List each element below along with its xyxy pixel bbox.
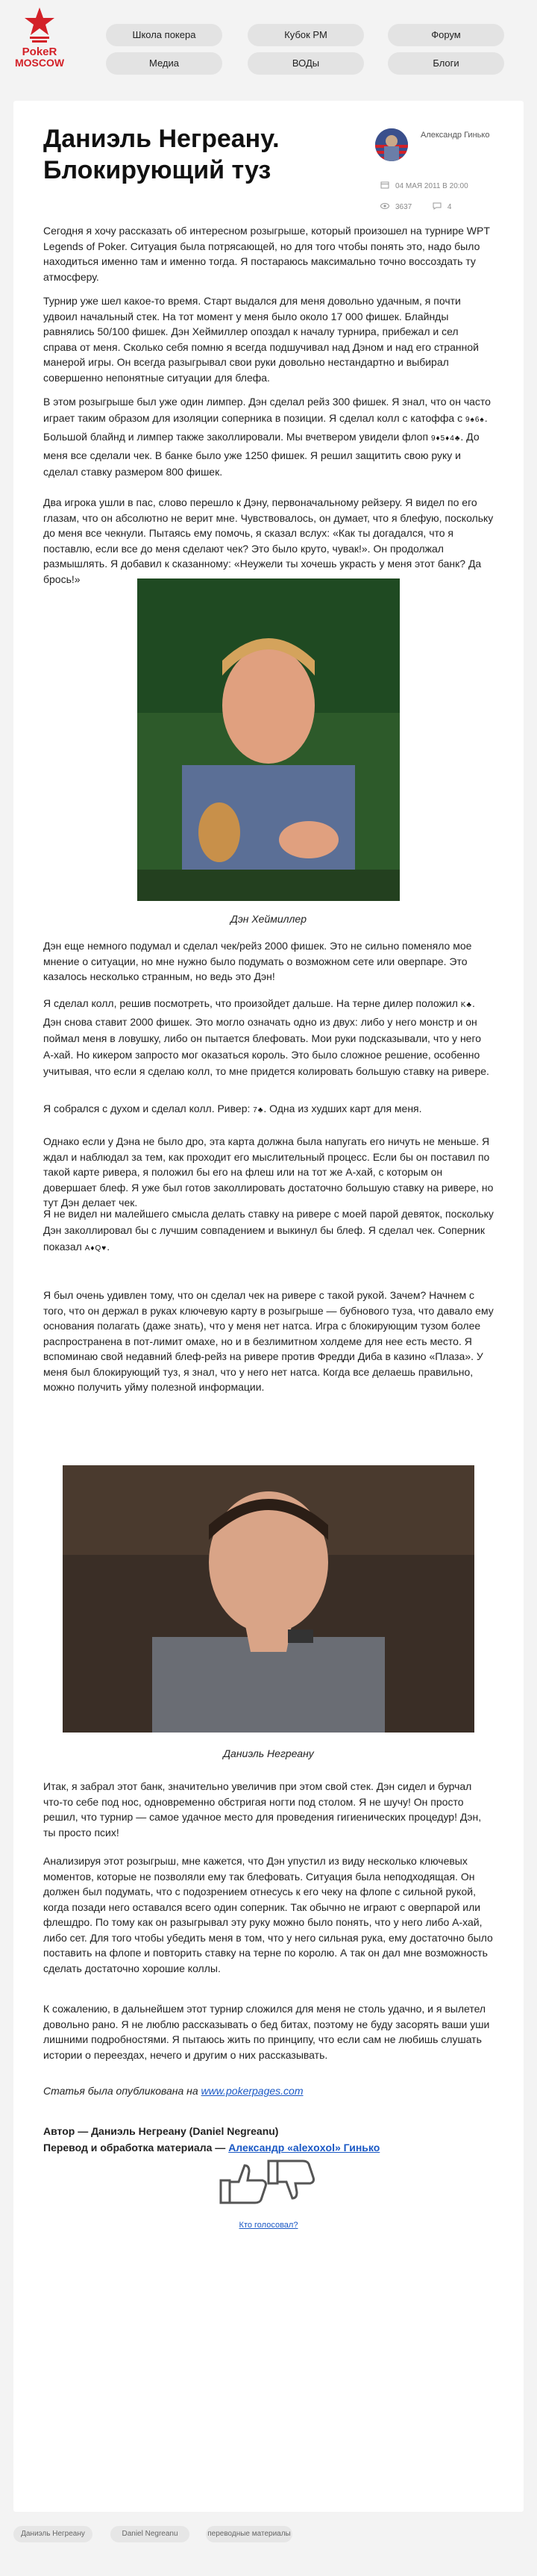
- thumbs-up-icon[interactable]: [221, 2165, 266, 2203]
- paragraph-text: Я сделал колл, решив посмотреть, что произойдет дальше. На терне дилер положил: [43, 997, 458, 1009]
- source-prefix: Статья была опубликована на: [43, 2085, 198, 2097]
- cards-flop: 9♦5♦4♣: [430, 434, 461, 443]
- author-name[interactable]: Александр Гинько: [421, 131, 490, 140]
- source-note: [43, 2083, 494, 2099]
- tag-daniel-negreanu-en[interactable]: Daniel Negreanu: [110, 2526, 189, 2542]
- cards-river: 7♣: [253, 1106, 264, 1114]
- article-stats: [380, 202, 451, 211]
- views-count: 3637: [395, 203, 412, 211]
- comments-count[interactable]: 4: [447, 203, 452, 211]
- photo-caption: Дэн Хеймиллер: [230, 913, 307, 925]
- photo-daniel-negreanu: [63, 1465, 474, 1733]
- publish-date: [380, 181, 468, 190]
- credit-author: Автор — Даниэль Негреану (Daniel Negreanu): [43, 2125, 279, 2137]
- cards-showdown: A♦Q♥: [84, 1244, 107, 1253]
- author-avatar[interactable]: [375, 128, 408, 161]
- paragraph: [43, 1206, 494, 1257]
- paragraph-text: . Большой блайнд и лимпер также заколлировали. Мы вчетвером увидели флоп: [43, 412, 488, 443]
- nav-rm-cup[interactable]: Кубок РМ: [248, 24, 364, 46]
- cards-turn: K♣: [460, 1001, 473, 1009]
- thumbs-down-icon[interactable]: [268, 2161, 314, 2198]
- logo-text-poker: PokeR: [22, 46, 57, 58]
- source-link[interactable]: www.pokerpages.com: [201, 2085, 304, 2097]
- paragraph: Два игрока ушли в пас, слово перешло к Дэну, первоначальному рейзеру. Я видел по его глазам, что он абсолютно не верит мне. Чувствовалось, он думает, что я блефую, поскольку до меня все чекнули. Пытаясь ему помочь, я сказал вслух: «Как ты догадался, что я поставлю, если все до меня сделают чек? Это было круто, чувак!». Он продолжал размышлять. Я добавил к сказанному: «Неужели ты хочешь украсть у меня этот банк? Да брось!»: [43, 496, 494, 585]
- nav-blogs[interactable]: Блоги: [388, 52, 504, 75]
- vote-widget: [215, 2159, 319, 2204]
- translator-link[interactable]: Александр «alexoxol» Гинько: [228, 2142, 380, 2154]
- paragraph-text: . Одна из худших карт для меня.: [263, 1103, 422, 1114]
- paragraph: К сожалению, в дальнейшем этот турнир сложился для меня не столь удачно, и я вылетел довольно рано. Я не люблю рассказывать о бед битах, поэтому не буду засорять ваши уши лишними подробностями. Я пытаюсь жить по принципу, что если сам не любишь слушать истории о переездах, нечего и другим о них рассказывать.: [43, 2003, 490, 2061]
- paragraph: Однако если у Дэна не было дро, эта карта должна была напугать его ничуть не меньше. Я ждал и наблюдал за тем, как проходит его мыслительный процесс. Если бы он поставил по такой карте ривера, я положил бы его на флеш или на тот же A-хай, с которым он довершает блеф. Я уже был готов заколлировать достаточно большую ставку на ривере, но тут Дэн делает чек.: [43, 1135, 494, 1209]
- paragraph-text: . До меня все сделали чек. В банке было уже 1250 фишек. Я решил защитить свою руку и сделал ставку размером 800 фишек.: [43, 431, 480, 478]
- credit-translation-prefix: Перевод и обработка материала —: [43, 2142, 226, 2154]
- calendar-icon: [380, 181, 389, 189]
- paragraph-text: Я собрался с духом и сделал колл. Ривер:: [43, 1103, 251, 1114]
- nav-poker-school[interactable]: Школа покера: [106, 24, 222, 46]
- tag-translated-materials[interactable]: переводные материалы: [206, 2526, 292, 2542]
- paragraph-text: В этом розыгрыше был уже один лимпер. Дэн сделал рейз 300 фишек. Я знал, что он часто играет таким образом для изоляции соперника в позиции. Я сделал колл с катоффа с: [43, 396, 491, 424]
- eye-icon: [380, 202, 389, 210]
- article-card: [13, 101, 524, 2512]
- logo-text-moscow: MOSCOW: [14, 57, 65, 69]
- paragraph: [43, 393, 494, 480]
- paragraph: Я был очень удивлен тому, что он сделал чек на ривере с такой рукой. Зачем? Начнем с того, что он держал в руках ключевую карту в розыгрыше — бубнового туза, что давало ему основания полагать (даже знать), что у меня нет натса. Игра с блокирующим тузом более распространена в пот-лимит омахе, но и в безлимитном холдеме для нее есть место. Я вспоминаю свой недавний блеф-рейз на ривере против Фредди Диба в казино «Плаза». У меня был блокирующий туз, я знал, что у него нет натса. Когда все делаешь правильно, можно получить уйму полезной информации.: [43, 1289, 494, 1393]
- paragraph-text: Я не видел ни малейшего смысла делать ставку на ривере с моей парой девяток, поскольку Дэн заколлировал бы с лучшим совпадением и выкинул бы блеф. Я сделал чек. Соперник показал: [43, 1208, 494, 1253]
- nav-vods[interactable]: ВОДы: [248, 52, 364, 75]
- paragraph: Сегодня я хочу рассказать об интересном розыгрыше, который произошел на турнире WPT Legends of Poker. Ситуация была потрясающей, но для того чтобы понять это, надо было находиться именно там и именно тогда. Я постараюсь максимально точно воссоздать ту атмосферу.: [43, 225, 490, 283]
- paragraph: Анализируя этот розыгрыш, мне кажется, что Дэн упустил из виду несколько ключевых моментов, которые не позволяли ему так блефовать. Ситуация была неподходящая. Он должен был подумать, что с подозрением отнесусь к его чеку на флопе с сильной рукой, когда позади него оставался всего один соперник. Так обычно не играют с оверпарой или флешдро. По тому как он разыгрывал эту руку можно было понять, что у него либо A-хай, либо сет. Для того чтобы убедить меня в том, что у него сильная рука, ему достаточно было поставить на флопе и повторить ставку на терне по королю. А так он дал мне возможность сделать достаточно хорошие коллы.: [43, 1855, 493, 1974]
- photo-caption: Даниэль Негреану: [223, 1747, 314, 1759]
- paragraph: [43, 995, 494, 1079]
- article-title: Даниэль Негреану. Блокирующий туз: [43, 125, 280, 184]
- photo-dan-heimiller: [137, 578, 400, 901]
- paragraph-text: .: [107, 1241, 110, 1253]
- paragraph-text: . Дэн снова ставит 2000 фишек. Это могло означать одно из двух: либо у него монстр и он поймал меня в ловушку, либо он пытается блефовать. Мои руки подсказывали, что у него A-хай. Но кикером запросто мог оказаться король. Это было сложное решение, особенно учитывая, что если я сделаю колл, то мне придется колировать большую ставку на ривере.: [43, 997, 489, 1077]
- poker-moscow-emblem-icon: [21, 6, 58, 45]
- tag-daniel-negreanu-ru[interactable]: Даниэль Негреану: [13, 2526, 92, 2542]
- nav-forum[interactable]: Форум: [388, 24, 504, 46]
- nav-media[interactable]: Медиа: [106, 52, 222, 75]
- comment-icon[interactable]: [433, 202, 442, 210]
- site-logo[interactable]: [13, 6, 66, 75]
- paragraph: Итак, я забрал этот банк, значительно увеличив при этом свой стек. Дэн сидел и бурчал что-то себе под нос, одновременно обстригая ногти под столом. Я не шучу! Он просто решил, что турнир — самое удачное место для проведения гигиенических процедур! Дэн, ты просто псих!: [43, 1780, 482, 1839]
- paragraph: Турнир уже шел какое-то время. Старт выдался для меня довольно удачным, я почти удвоил начальный стек. На тот момент у меня было около 17 000 фишек. Блайнды равнялись 50/100 фишек. Дэн Хеймиллер опоздал к началу турнира, прибежал и сел справа от меня. Сколько себя помню я всегда подшучивал над Дэном и над его странной манерой игры. Он всегда разыгрывал свои руки довольно нестандартно и выбирал совершенно непонятные ситуации для блефа.: [43, 295, 480, 384]
- paragraph: [43, 1101, 494, 1119]
- credit-translation: [43, 2140, 494, 2156]
- site-header: [0, 0, 537, 76]
- publish-date-text: 04 МАЯ 2011 В 20:00: [395, 182, 468, 190]
- who-voted-link[interactable]: Кто голосовал?: [239, 2221, 298, 2230]
- cards-hand: 9♠6♠: [465, 416, 485, 424]
- paragraph: Дэн еще немного подумал и сделал чек/рейз 2000 фишек. Это не сильно поменяло мое мнение о ситуации, но мне нужно было подумать о возможном сете или оверпаре. Это казалось несколько странным, но ведь это Дэн!: [43, 940, 472, 982]
